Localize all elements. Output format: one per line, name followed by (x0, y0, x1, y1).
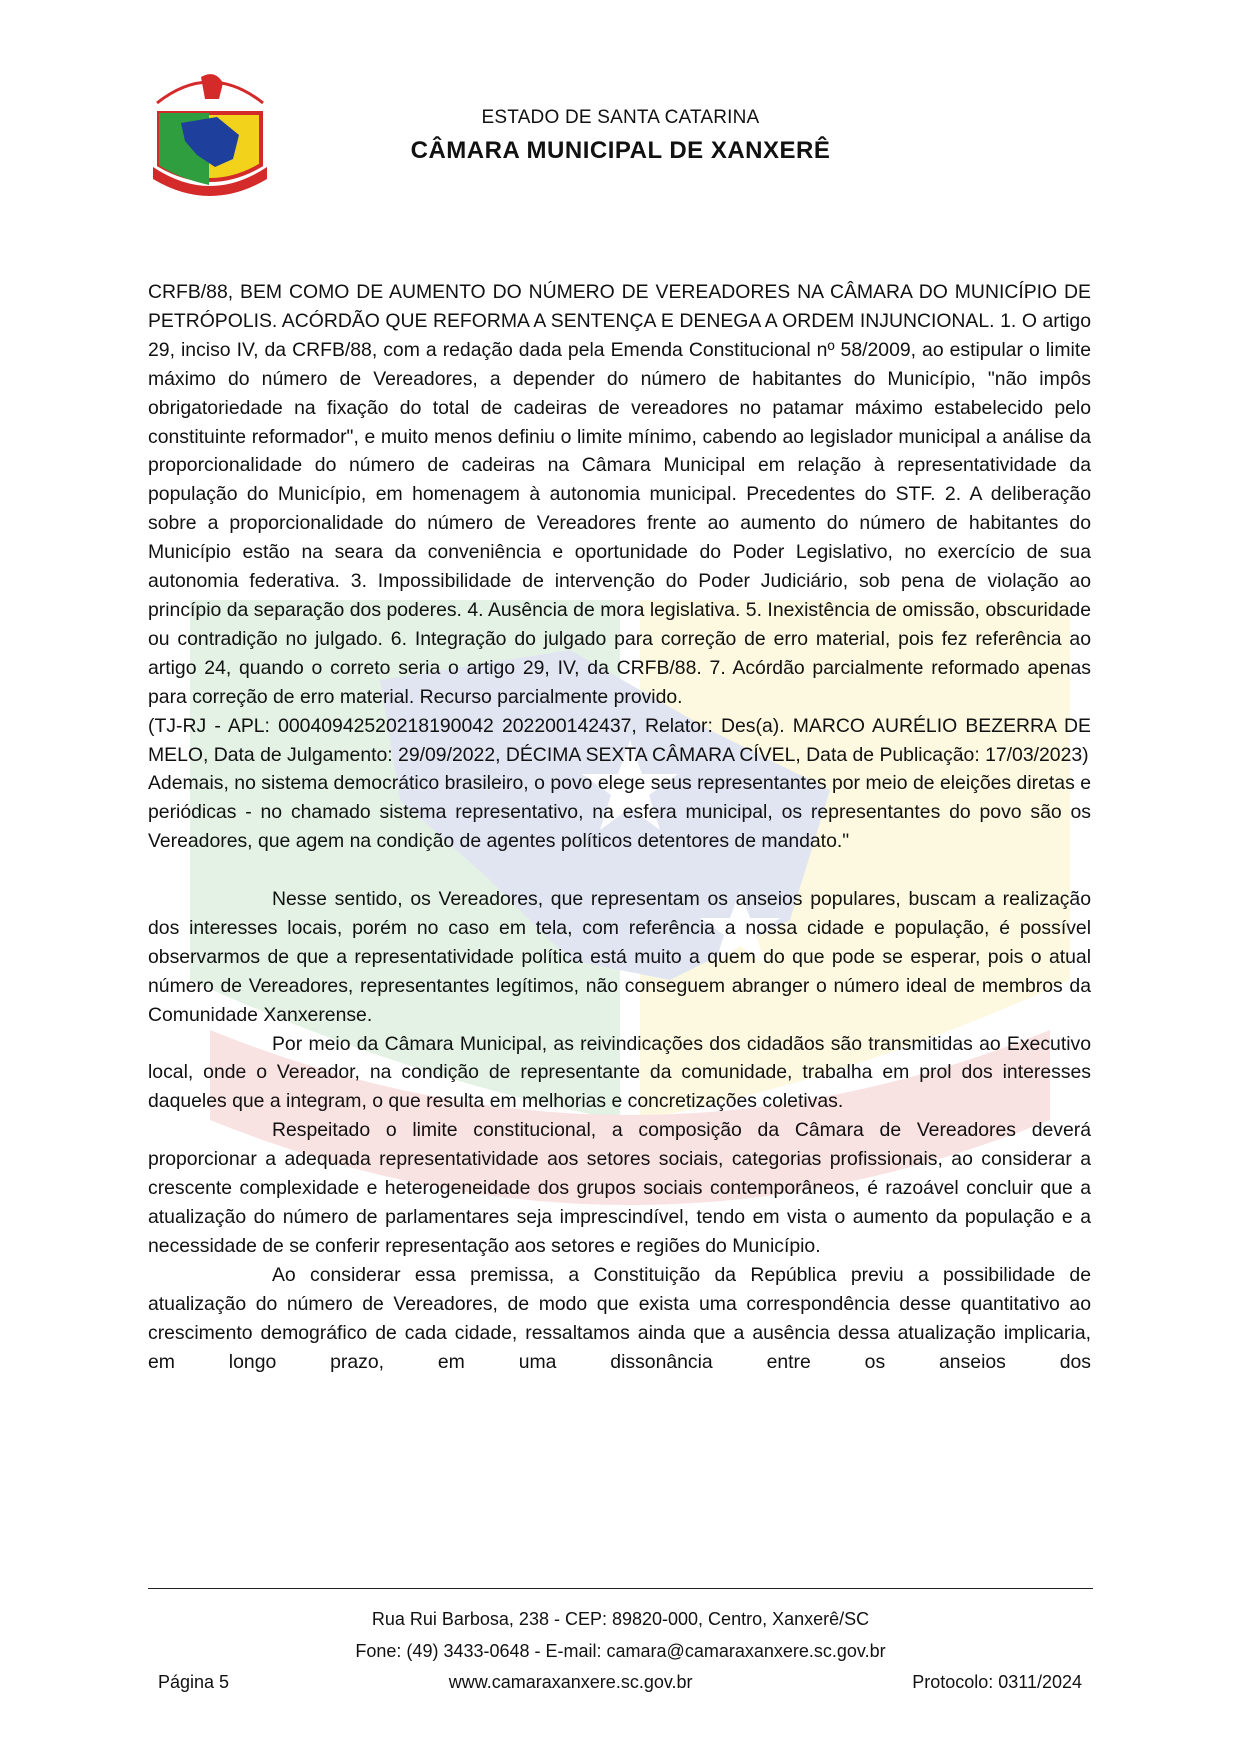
quote-paragraph: Ademais, no sistema democrático brasileiro, o povo elege seus representantes por meio de eleições diretas e periódicas - no chamado sistema representativo, na esfera municipal, os representantes do povo são os Vereadores, que agem na condição de agentes políticos detentores de mandato." (148, 772, 1091, 853)
ementa-paragraph: CRFB/88, BEM COMO DE AUMENTO DO NÚMERO DE VEREADORES NA CÂMARA DO MUNICÍPIO DE PETRÓPOLIS. ACÓRDÃO QUE REFORMA A SENTENÇA E DENEGA A ORDEM INJUNCIONAL. 1. O artigo 29, inciso IV, da CRFB/88, com a redação dada pela Emenda Constitucional nº 58/2009, ao estipular o limite máximo do número de Vereadores, a depender do número de habitantes do Município, "não impôs obrigatoriedade na fixação do total de cadeiras de vereadores no patamar máximo estabelecido pelo constituinte reformador", e muito menos definiu o limite mínimo, cabendo ao legislador municipal a análise da proporcionalidade do número de cadeiras na Câmara Municipal em relação à representatividade da população do Município, em homenagem à autonomia municipal. Precedentes do STF. 2. A deliberação sobre a proporcionalidade do número de Vereadores frente ao aumento do número de habitantes do Município estão na seara da conveniência e oportunidade do Poder Legislativo, no exercício de sua autonomia federativa. 3. Impossibilidade de intervenção do Poder Judiciário, sob pena de violação ao princípio da separação dos poderes. 4. Ausência de mora legislativa. 5. Inexistência de omissão, obscuridade ou contradição no julgado. 6. Integração do julgado para correção de erro material, pois fez referência ao artigo 24, quando o correto seria o artigo 29, IV, da CRFB/88. 7. Acórdão parcialmente reformado apenas para correção de erro material. Recurso parcialmente provido. (148, 281, 1091, 708)
chamber-name: CÂMARA MUNICIPAL DE XANXERÊ (410, 137, 831, 164)
page-number: Página 5 (158, 1672, 230, 1692)
body-paragraph: Ao considerar essa premissa, a Constituição da República previu a possibilidade de atualização do número de Vereadores, de modo que exista uma correspondência desse quantitativo ao crescimento demográfico de cada cidade, ressaltamos ainda que a ausência dessa atualização implicaria, em longo prazo, em uma dissonância entre os anseios dos (148, 1263, 1091, 1373)
state-name: ESTADO DE SANTA CATARINA (481, 107, 760, 128)
body-paragraph: Respeitado o limite constitucional, a composição da Câmara de Vereadores deverá proporcionar a adequada representatividade aos setores sociais, categorias profissionais, ao considerar a crescente complexidade e heterogeneidade dos grupos sociais contemporâneos, é razoável concluir que a atualização do número de parlamentares seja imprescindível, tendo em vista o aumento da população e a necessidade de se conferir representação aos setores e regiões do Município. (148, 1119, 1091, 1257)
citation-paragraph: (TJ-RJ - APL: 00040942520218190042 202200142437, Relator: Des(a). MARCO AURÉLIO BEZERRA DE MELO, Data de Julgamento: 29/09/2022, DÉCIMA SEXTA CÂMARA CÍVEL, Data de Publicação: 17/03/2023) (148, 714, 1091, 766)
document-body (148, 278, 1091, 1376)
paragraph-gap (148, 856, 1091, 885)
footer-address: Rua Rui Barbosa, 238 - CEP: 89820-000, Centro, Xanxerê/SC (371, 1609, 870, 1629)
footer-bottom-row (158, 1672, 1082, 1693)
protocol-number: Protocolo: 0311/2024 (912, 1672, 1082, 1692)
body-paragraph: Nesse sentido, os Vereadores, que representam os anseios populares, buscam a realização dos interesses locais, porém no caso em tela, com referência a nossa cidade e população, é possível observarmos de que a representatividade política está muito a quem do que pode se esperar, pois o atual número de Vereadores, representantes legítimos, não conseguem abranger o número ideal de membros da Comunidade Xanxerense. (148, 888, 1091, 1026)
chamber-logo (145, 55, 275, 205)
footer-divider (148, 1588, 1093, 1589)
body-paragraph: Por meio da Câmara Municipal, as reivindicações dos cidadãos são transmitidas ao Executivo local, onde o Vereador, na condição de representante da comunidade, trabalha em prol dos interesses daqueles que a integram, o que resulta em melhorias e concretizações coletivas. (148, 1032, 1091, 1113)
footer-website: www.camaraxanxere.sc.gov.br (448, 1672, 693, 1692)
footer-contact: Fone: (49) 3433-0648 - E-mail: camara@camaraxanxere.sc.gov.br (355, 1641, 886, 1661)
